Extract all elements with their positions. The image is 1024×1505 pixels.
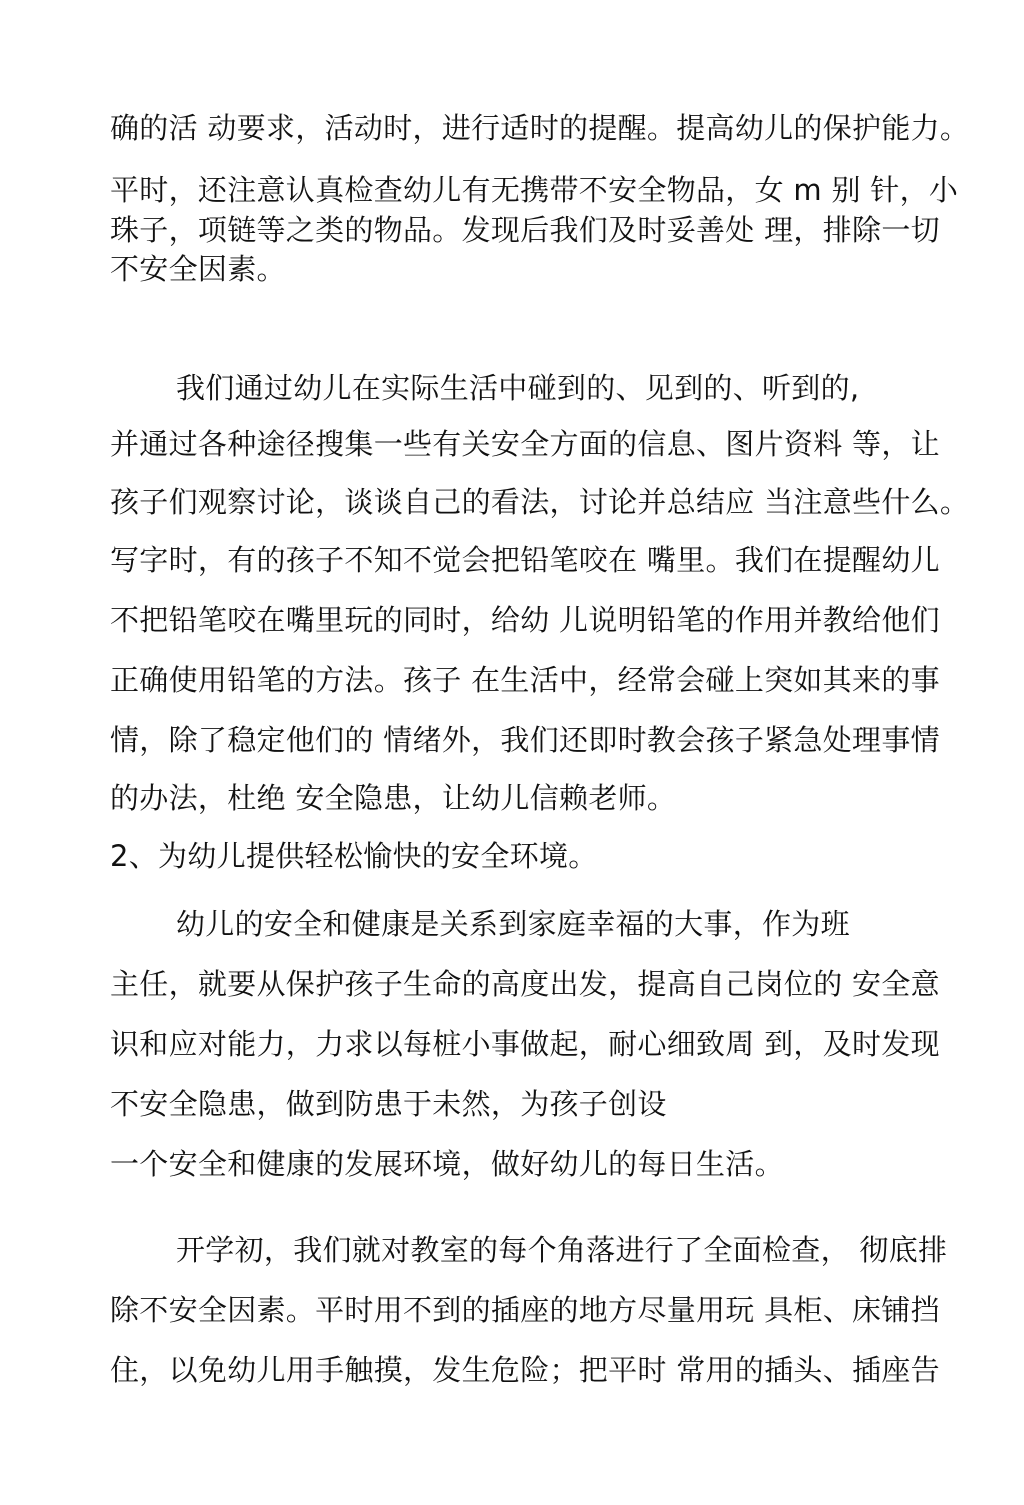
text-line: 识和应对能力，力求以每桩小事做起，耐心细致周 到，及时发现	[110, 1027, 940, 1061]
text-line: 幼儿的安全和健康是关系到家庭幸福的大事，作为班	[176, 907, 850, 941]
text-line: 除不安全因素。平时用不到的插座的地方尽量用玩 具柜、床铺挡	[110, 1293, 940, 1327]
text-line: 写字时，有的孩子不知不觉会把铅笔咬在 嘴里。我们在提醒幼儿	[110, 543, 940, 577]
text-line: 情，除了稳定他们的 情绪外，我们还即时教会孩子紧急处理事情	[110, 723, 940, 757]
section-heading: 2、为幼儿提供轻松愉快的安全环境。	[110, 839, 598, 873]
text-line: 不安全因素。	[110, 252, 286, 286]
text-line: 孩子们观察讨论，谈谈自己的看法，讨论并总结应 当注意些什么。	[110, 485, 970, 519]
text-line: 一个安全和健康的发展环境，做好幼儿的每日生活。	[110, 1147, 784, 1181]
text-line: 不把铅笔咬在嘴里玩的同时，给幼 儿说明铅笔的作用并教给他们	[110, 603, 940, 637]
text-line: 正确使用铅笔的方法。孩子 在生活中，经常会碰上突如其来的事	[110, 663, 940, 697]
text-line: 我们通过幼儿在实际生活中碰到的、见到的、听到的,	[176, 371, 860, 405]
text-line: 的办法，杜绝 安全隐患，让幼儿信赖老师。	[110, 781, 677, 815]
text-line: 并通过各种途径搜集一些有关安全方面的信息、图片资料 等，让	[110, 427, 940, 461]
text-line: 主任，就要从保护孩子生命的高度出发，提高自己岗位的 安全意	[110, 967, 940, 1001]
text-line: 平时，还注意认真检查幼儿有无携带不安全物品，女 m 别 针，小	[110, 173, 959, 207]
text-line: 珠子，项链等之类的物品。发现后我们及时妥善处 理，排除一切	[110, 213, 940, 247]
text-line: 不安全隐患，做到防患于未然，为孩子创设	[110, 1087, 667, 1121]
text-line: 开学初，我们就对教室的每个角落进行了全面检查， 彻底排	[176, 1233, 948, 1267]
text-line: 确的活 动要求，活动时，进行适时的提醒。提高幼儿的保护能力。	[110, 111, 970, 145]
text-line: 住，以免幼儿用手触摸，发生危险；把平时 常用的插头、插座告	[110, 1353, 940, 1387]
